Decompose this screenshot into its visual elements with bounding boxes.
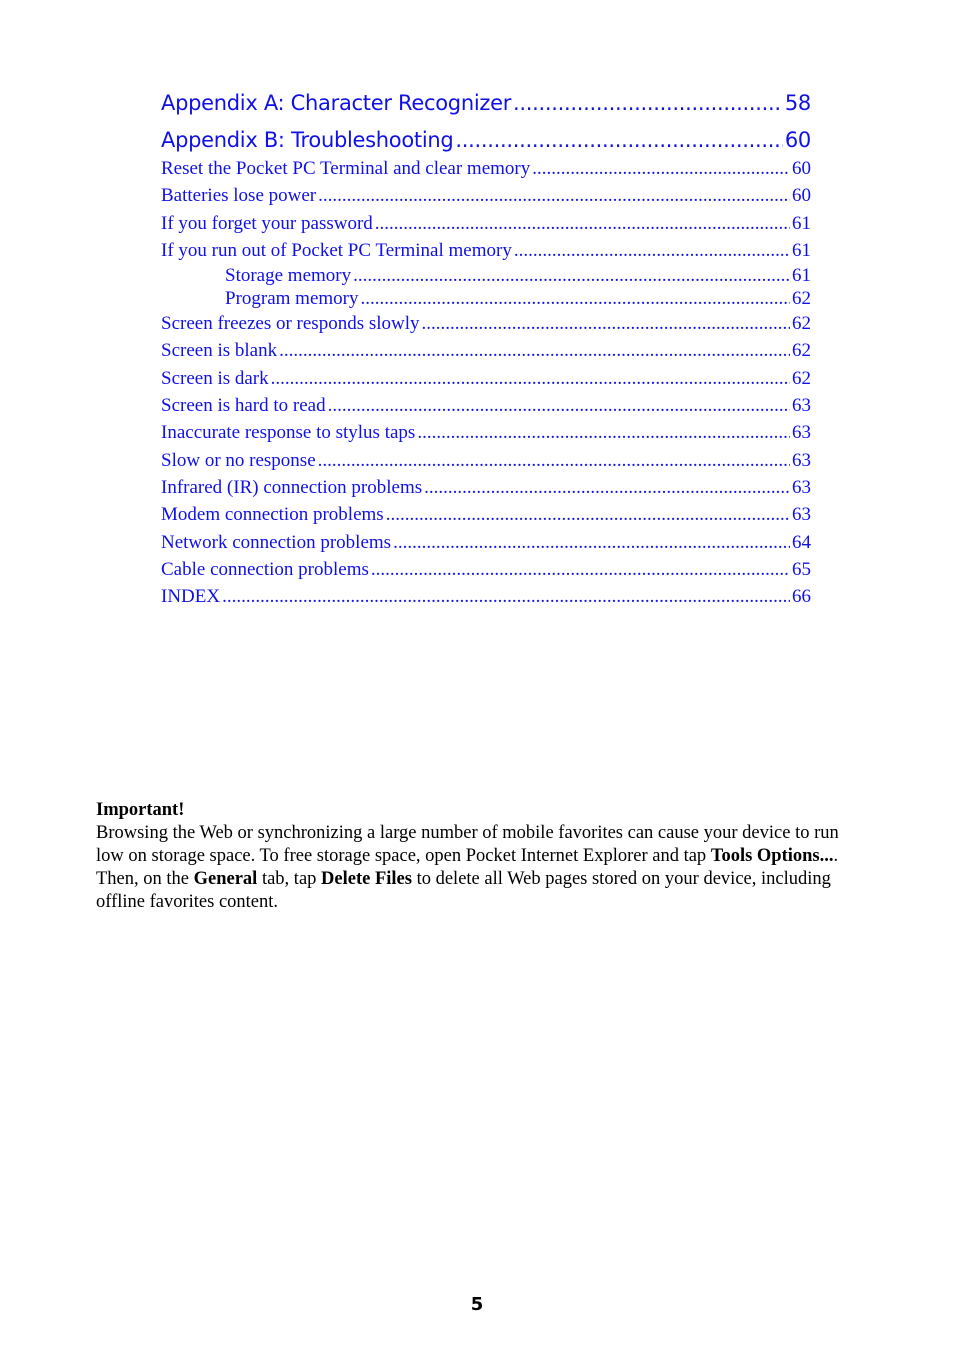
toc-heading-title: Appendix A: Character Recognizer bbox=[161, 91, 512, 115]
toc-leader-dots bbox=[371, 556, 790, 583]
toc-entry-page: 63 bbox=[792, 395, 811, 417]
note-bold-delete-files: Delete Files bbox=[321, 869, 412, 889]
toc-leader-dots bbox=[279, 337, 790, 364]
toc-leader-dots bbox=[422, 310, 790, 337]
toc-leader-dots bbox=[222, 583, 790, 610]
toc-entry-page: 62 bbox=[792, 288, 811, 310]
important-note-body bbox=[96, 822, 856, 914]
toc-entry-page: 63 bbox=[792, 422, 811, 444]
toc-leader-dots bbox=[375, 210, 790, 237]
toc-leader-dots bbox=[514, 237, 790, 264]
toc-entry-page: 63 bbox=[792, 449, 811, 471]
toc-entry-title: Reset the Pocket PC Terminal and clear memory bbox=[161, 158, 531, 179]
note-text: Browsing the Web or synchronizing a large number of mobile favorites can cause your device to run low on storage space. To free storage space, open Pocket Internet Explorer and tap bbox=[96, 823, 839, 866]
toc-entry-infrared[interactable] bbox=[161, 474, 811, 501]
toc-entry-screen-blank[interactable] bbox=[161, 337, 811, 364]
toc-entry-page: 65 bbox=[792, 558, 811, 580]
toc-entry-page: 60 bbox=[792, 158, 811, 179]
toc-leader-dots bbox=[328, 392, 790, 419]
toc-entry-title: Storage memory bbox=[225, 265, 352, 287]
toc-entry-page: 61 bbox=[792, 212, 811, 234]
toc-entry-page: 60 bbox=[792, 185, 811, 207]
toc-entry-page: 64 bbox=[792, 531, 811, 553]
toc-entry-page: 63 bbox=[792, 476, 811, 498]
toc-entry-reset[interactable] bbox=[161, 155, 811, 182]
toc-leader-dots bbox=[417, 419, 790, 446]
toc-entry-page: 61 bbox=[792, 265, 811, 287]
toc-entry-stylus-taps[interactable] bbox=[161, 419, 811, 446]
page-number: 5 bbox=[470, 1294, 484, 1315]
toc-leader-dots bbox=[455, 125, 782, 155]
toc-leader-dots bbox=[393, 529, 790, 556]
toc-entry-index[interactable] bbox=[161, 583, 811, 610]
toc-entry-page: 63 bbox=[792, 504, 811, 526]
toc-entry-title: If you run out of Pocket PC Terminal memory bbox=[161, 239, 512, 261]
toc-entry-storage-memory[interactable] bbox=[161, 264, 811, 287]
toc-entry-network[interactable] bbox=[161, 529, 811, 556]
toc-entry-memory[interactable] bbox=[161, 237, 811, 264]
toc-entry-title: Program memory bbox=[225, 288, 359, 310]
toc-entry-title: Screen is dark bbox=[161, 367, 269, 389]
toc-leader-dots bbox=[353, 264, 790, 287]
toc-heading-appendix-a[interactable] bbox=[161, 88, 811, 118]
toc-entry-title: Screen freezes or responds slowly bbox=[161, 313, 420, 335]
toc-leader-dots bbox=[318, 447, 790, 474]
toc-leader-dots bbox=[271, 365, 790, 392]
toc-leader-dots bbox=[318, 182, 790, 209]
toc-entry-page: 62 bbox=[792, 367, 811, 389]
toc-entry-page: 66 bbox=[792, 586, 811, 608]
toc-entry-page: 62 bbox=[792, 313, 811, 335]
toc-heading-page: 60 bbox=[784, 128, 811, 152]
toc-leader-dots bbox=[532, 155, 790, 182]
toc-leader-dots bbox=[424, 474, 790, 501]
toc-entry-title: Slow or no response bbox=[161, 449, 316, 471]
note-bold-general: General bbox=[193, 869, 258, 889]
toc-entry-screen-dark[interactable] bbox=[161, 365, 811, 392]
toc-entry-title: Screen is hard to read bbox=[161, 395, 326, 417]
toc-heading-title: Appendix B: Troubleshooting bbox=[161, 128, 454, 152]
note-bold-tools-options: Tools Options... bbox=[710, 846, 834, 866]
toc-entry-batteries[interactable] bbox=[161, 182, 811, 209]
toc-entry-title: Network connection problems bbox=[161, 531, 392, 553]
toc-entry-page: 61 bbox=[792, 239, 811, 261]
toc-entry-title: If you forget your password bbox=[161, 212, 373, 234]
toc-entry-title: Infrared (IR) connection problems bbox=[161, 476, 423, 498]
toc-entry-screen-freezes[interactable] bbox=[161, 310, 811, 337]
toc-leader-dots bbox=[361, 287, 790, 310]
toc-entry-title: Modem connection problems bbox=[161, 504, 384, 526]
table-of-contents bbox=[161, 88, 811, 610]
toc-entry-screen-hard-to-read[interactable] bbox=[161, 392, 811, 419]
toc-leader-dots bbox=[386, 501, 790, 528]
toc-entry-program-memory[interactable] bbox=[161, 287, 811, 310]
toc-entry-password[interactable] bbox=[161, 210, 811, 237]
toc-entry-slow-response[interactable] bbox=[161, 447, 811, 474]
note-text: tab, tap bbox=[257, 869, 322, 889]
important-note-heading: Important! bbox=[96, 800, 185, 820]
toc-heading-page: 58 bbox=[784, 91, 811, 115]
toc-entry-cable[interactable] bbox=[161, 556, 811, 583]
toc-entry-title: Batteries lose power bbox=[161, 185, 317, 207]
toc-entry-modem[interactable] bbox=[161, 501, 811, 528]
toc-entry-page: 62 bbox=[792, 340, 811, 362]
toc-leader-dots bbox=[513, 88, 783, 118]
toc-entry-title: Inaccurate response to stylus taps bbox=[161, 422, 416, 444]
important-note bbox=[96, 799, 856, 914]
toc-entry-title: Screen is blank bbox=[161, 340, 278, 362]
note-text: to delete all Web pages stored on your device, including offline favorites content. bbox=[96, 869, 831, 912]
toc-entry-title: INDEX bbox=[161, 586, 221, 608]
toc-heading-appendix-b[interactable] bbox=[161, 125, 811, 155]
note-text: . Then, on the bbox=[96, 846, 839, 889]
toc-entry-title: Cable connection problems bbox=[161, 558, 369, 580]
